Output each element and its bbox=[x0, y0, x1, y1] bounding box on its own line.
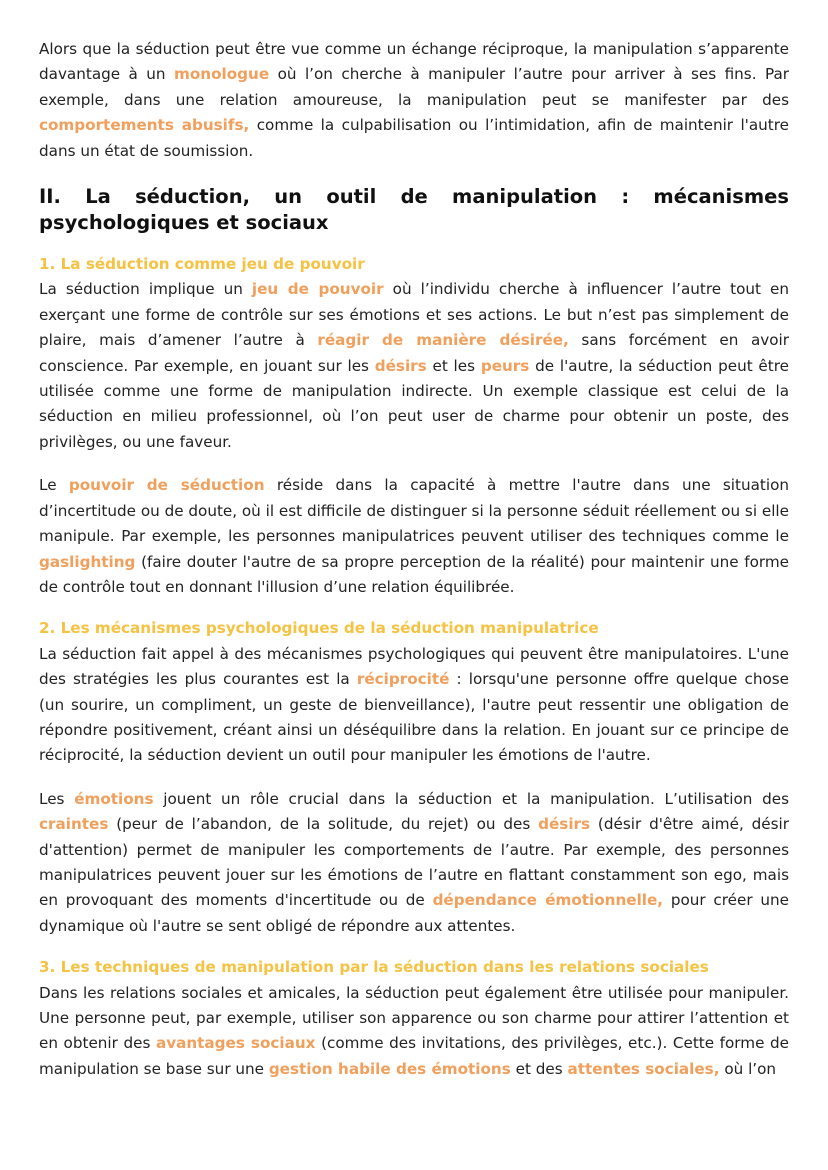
subsection-2-heading: 2. Les mécanismes psychologiques de la séduction manipulatrice bbox=[39, 619, 599, 638]
intro-paragraph: Alors que la séduction peut être vue comme un échange réciproque, la manipulation s’apparente davantage à un monologue où l’on cherche à manipuler l’autre pour arriver à ses fins. Par exemple, dans une relation amoureuse, la manipulation peut se manifester par des comportements abusifs, comme la culpabilisation ou l’intimidation, afin de maintenir l'autre dans un état de soumission. bbox=[39, 40, 789, 160]
subsection-2-paragraph-2: Les émotions jouent un rôle crucial dans la séduction et la manipulation. L’utilisation des craintes (peur de l’abandon, de la solitude, du rejet) ou des désirs (désir d'être aimé, désir d'attention) permet de manipuler les comportements de l’autre. Par exemple, des personnes manipulatrices peuvent jouer sur les émotions de l’autre en flattant constamment son ego, mais en provoquant des moments d'incertitude ou de dépendance émotionnelle, pour créer une dynamique où l'autre se sent obligé de répondre aux attentes. bbox=[39, 789, 790, 935]
keyword-attentes-sociales: attentes sociales, bbox=[567, 1059, 720, 1078]
subsection-1-paragraph-1: La séduction implique un jeu de pouvoir où l’individu cherche à influencer l’autre tout en exerçant une forme de contrôle sur ses émotions et ses actions. Le but n’est pas simplement de plaire, mais d’amener l’autre à réagir de manière désirée, sans forcément en avoir conscience. Par exemple, en jouant sur les désirs et les peurs de l'autre, la séduction peut être utilisée comme une forme de manipulation indirecte. Un exemple classique est celui de la séduction en milieu professionnel, où l’on peut user de charme pour obtenir un poste, des privilèges, ou une faveur. bbox=[39, 280, 790, 451]
section-2-title: II. La séduction, un outil de manipulation : mécanismes psychologiques et sociaux bbox=[39, 185, 789, 235]
keyword-desirs: désirs bbox=[374, 356, 427, 375]
subsection-1-paragraph-2: Le pouvoir de séduction réside dans la capacité à mettre l'autre dans une situation d’incertitude ou de doute, où il est difficile de distinguer si la personne séduit réellement ou si elle manipule. Par exemple, les personnes manipulatrices peuvent utiliser des techniques comme le gaslighting (faire douter l'autre de sa propre perception de la réalité) pour maintenir une forme de contrôle tout en donnant l'illusion d’une relation équilibrée. bbox=[39, 476, 789, 596]
keyword-monologue: monologue bbox=[174, 65, 270, 84]
keyword-reagir: réagir de manière désirée, bbox=[317, 331, 569, 350]
subsection-3-heading: 3. Les techniques de manipulation par la séduction dans les relations sociales bbox=[39, 958, 709, 977]
keyword-desirs-2: désirs bbox=[538, 815, 591, 834]
subsection-1-heading: 1. La séduction comme jeu de pouvoir bbox=[39, 255, 365, 274]
keyword-dependance-emotionnelle: dépendance émotionnelle, bbox=[432, 891, 664, 910]
subsection-3-paragraph-1: Dans les relations sociales et amicales, la séduction peut également être utilisée pour manipuler. Une personne peut, par exemple, utiliser son apparence ou son charme pour attirer l’attention et en obtenir des avantages sociaux (comme des invitations, des privilèges, etc.). Cette forme de manipulation se base sur une gestion habile des émotions et des attentes sociales, où l’on bbox=[39, 983, 789, 1078]
subsection-2-paragraph-1: La séduction fait appel à des mécanismes psychologiques qui peuvent être manipulatoires. L'une des stratégies les plus courantes est la réciprocité : lorsqu'une personne offre quelque chose (un sourire, un compliment, un geste de bienveillance), l'autre peut ressentir une obligation de répondre positivement, créant ainsi un déséquilibre dans la relation. En jouant sur ce principe de réciprocité, la séduction devient un outil pour manipuler les émotions de l'autre. bbox=[39, 644, 789, 765]
keyword-craintes: craintes bbox=[39, 815, 109, 834]
keyword-gestion-habile: gestion habile des émotions bbox=[268, 1059, 511, 1078]
keyword-reciprocite: réciprocité bbox=[356, 670, 450, 689]
keyword-pouvoir-de-seduction: pouvoir de séduction bbox=[68, 476, 265, 495]
keyword-gaslighting: gaslighting bbox=[39, 552, 136, 571]
keyword-comportements-abusifs: comportements abusifs, bbox=[39, 116, 250, 135]
keyword-emotions: émotions bbox=[74, 789, 154, 808]
keyword-jeu-de-pouvoir: jeu de pouvoir bbox=[251, 280, 384, 299]
keyword-peurs: peurs bbox=[480, 356, 530, 375]
keyword-avantages-sociaux: avantages sociaux bbox=[155, 1034, 316, 1053]
